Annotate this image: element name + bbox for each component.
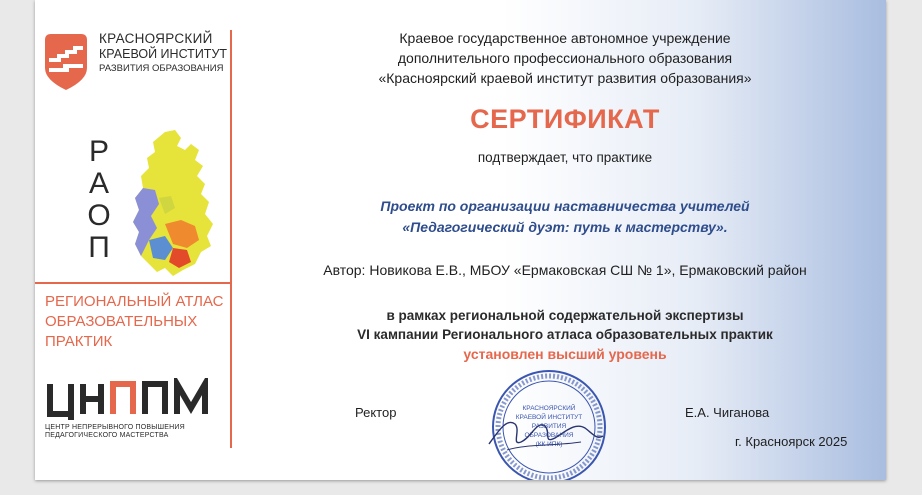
organization-line: Краевое государственное автономное учреждение bbox=[399, 30, 731, 46]
vertical-divider bbox=[230, 30, 232, 448]
cnppm-caption bbox=[45, 424, 230, 440]
expertise-text bbox=[235, 306, 886, 344]
raop-letter: Р bbox=[88, 135, 109, 168]
organization-line: «Красноярский краевой институт развития образования» bbox=[378, 70, 752, 86]
institute-name-line2: КРАЕВОЙ ИНСТИТУТ bbox=[99, 47, 228, 61]
expertise-line: в рамках региональной содержательной экспертизы bbox=[386, 308, 744, 323]
stamp-line: КРАСНОЯРСКИЙ bbox=[522, 405, 576, 412]
organization-line: дополнительного профессионального образования bbox=[397, 50, 733, 66]
project-line: «Педагогический дуэт: путь к мастерству». bbox=[402, 219, 728, 235]
stamp-line: РАЗВИТИЯ bbox=[531, 423, 567, 430]
confirms-text: подтверждает, что практике bbox=[477, 150, 653, 165]
raop-letter: А bbox=[88, 167, 109, 200]
institute-name-line3: РАЗВИТИЯ ОБРАЗОВАНИЯ bbox=[99, 63, 224, 74]
cnppm-logo-icon bbox=[45, 378, 230, 422]
stamp-line: КРАЕВОЙ ИНСТИТУТ bbox=[515, 414, 583, 421]
expertise-line: VI кампании Регионального атласа образовательных практик bbox=[357, 327, 773, 342]
raop-vertical-logo bbox=[87, 136, 111, 264]
signatory-name: Е.А. Чиганова bbox=[685, 405, 770, 420]
institute-logo-icon bbox=[41, 32, 91, 92]
regional-atlas-label bbox=[45, 292, 230, 352]
certificate-title: СЕРТИФИКАТ bbox=[470, 104, 660, 134]
author-text: Автор: Новикова Е.В., МБОУ «Ермаковская СШ № 1», Ермаковский район bbox=[323, 262, 807, 278]
horizontal-divider bbox=[35, 282, 230, 284]
level-text: установлен высший уровень bbox=[463, 346, 667, 362]
organization-name bbox=[235, 28, 886, 88]
project-line: Проект по организации наставничества учителей bbox=[380, 198, 750, 214]
stamp-line: ОБРАЗОВАНИЯ bbox=[524, 432, 574, 439]
atlas-line: РЕГИОНАЛЬНЫЙ АТЛАС bbox=[45, 293, 224, 310]
krasnoyarsk-region-map-icon bbox=[125, 128, 220, 278]
institute-name-line1: КРАСНОЯРСКИЙ bbox=[99, 31, 213, 46]
cnppm-caption-line: ЦЕНТР НЕПРЕРЫВНОГО ПОВЫШЕНИЯ bbox=[45, 424, 185, 431]
certificate bbox=[35, 0, 886, 480]
raop-letter: П bbox=[88, 231, 110, 264]
stamp-line: (КК ИПК) bbox=[535, 441, 563, 448]
rector-label: Ректор bbox=[355, 405, 397, 420]
project-name bbox=[235, 196, 886, 238]
atlas-line: ПРАКТИК bbox=[45, 333, 113, 350]
handwritten-signature bbox=[485, 400, 605, 460]
raop-letter: О bbox=[87, 199, 111, 232]
city-year: г. Красноярск 2025 bbox=[735, 434, 848, 449]
cnppm-caption-line: ПЕДАГОГИЧЕСКОГО МАСТЕРСТВА bbox=[45, 432, 169, 439]
atlas-line: ОБРАЗОВАТЕЛЬНЫХ bbox=[45, 313, 198, 330]
